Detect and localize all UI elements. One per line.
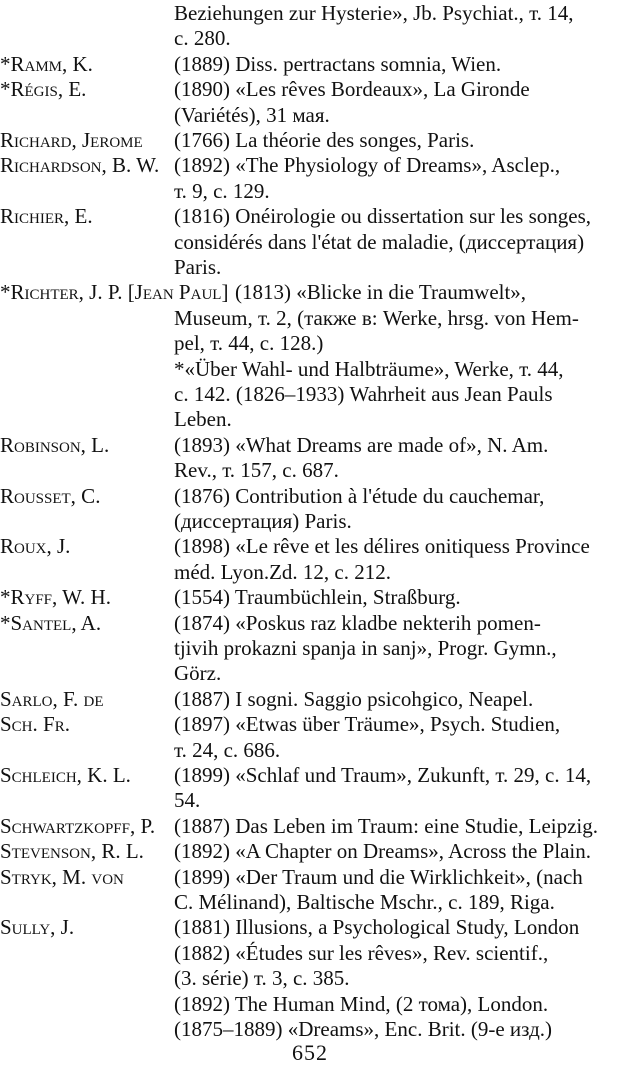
bibliography-line bbox=[0, 152, 620, 178]
entry-text: Paris. bbox=[174, 255, 222, 279]
entry-text: considérés dans l'état de maladie, (диссертация) bbox=[174, 230, 585, 254]
bibliography-line bbox=[0, 635, 620, 661]
entry-text: (1897) «Etwas über Träume», Psych. Studien, bbox=[174, 712, 561, 736]
bibliography-line bbox=[0, 737, 620, 763]
entry-text: pel, т. 44, с. 128.) bbox=[174, 331, 324, 355]
bibliography-line bbox=[0, 762, 620, 788]
bibliography-line bbox=[0, 0, 620, 26]
entry-text: (1882) «Études sur les rêves», Rev. scientif., bbox=[174, 941, 549, 965]
bibliography-line bbox=[0, 711, 620, 737]
entry-text: 54. bbox=[174, 788, 201, 812]
bibliography-line bbox=[0, 432, 620, 458]
bibliography-line bbox=[0, 1016, 620, 1042]
entry-text: (1893) «What Dreams are made of», N. Am. bbox=[174, 433, 549, 457]
entry-author: Richard, Jerome bbox=[0, 128, 143, 152]
entry-text: tjivih prokazni spanja in sanj», Progr. Gymn., bbox=[174, 636, 557, 660]
entry-author: Richier, E. bbox=[0, 204, 93, 228]
entry-text: (1875–1889) «Dreams», Enc. Brit. (9-е изд.) bbox=[174, 1017, 552, 1041]
entry-text: (1554) Traumbüchlein, Straßburg. bbox=[174, 585, 461, 609]
bibliography-line bbox=[0, 864, 620, 890]
entry-author: Sch. Fr. bbox=[0, 712, 70, 736]
entry-text: C. Mélinand), Baltische Mschr., с. 189, Riga. bbox=[174, 890, 555, 914]
entry-author: *Ryff, W. H. bbox=[0, 585, 111, 609]
bibliography-line bbox=[0, 787, 620, 813]
bibliography-line bbox=[0, 76, 620, 102]
entry-text: (1876) Contribution à l'étude du cauchemar, bbox=[174, 484, 545, 508]
bibliography-line bbox=[0, 406, 620, 432]
entry-text: (1813) «Blicke in die Traumwelt», bbox=[235, 280, 527, 304]
bibliography-line bbox=[0, 25, 620, 51]
bibliography-line bbox=[0, 254, 620, 280]
entry-author: Robinson, L. bbox=[0, 433, 110, 457]
entry-author: Schwartzkopff, P. bbox=[0, 814, 156, 838]
bibliography-line bbox=[0, 508, 620, 534]
bibliography-line bbox=[0, 305, 620, 331]
entry-text: т. 24, с. 686. bbox=[174, 738, 281, 762]
bibliography-line bbox=[0, 838, 620, 864]
bibliography-line bbox=[0, 660, 620, 686]
entry-text: (1892) «A Chapter on Dreams», Across the Plain. bbox=[174, 839, 592, 863]
bibliography-line bbox=[0, 229, 620, 255]
bibliography-line bbox=[0, 203, 620, 229]
entry-author: Roux, J. bbox=[0, 534, 71, 558]
entry-text: Beziehungen zur Hysterie», Jb. Psychiat., т. 14, bbox=[174, 1, 574, 25]
bibliography-line bbox=[0, 686, 620, 712]
entry-author: *Santel, A. bbox=[0, 611, 102, 635]
entry-author: Stryk, M. von bbox=[0, 865, 124, 889]
bibliography-line bbox=[0, 457, 620, 483]
entry-text: Museum, т. 2, (также в: Werke, hrsg. von Hem- bbox=[174, 306, 579, 330]
bibliography-line bbox=[0, 889, 620, 915]
entry-text: (1887) Das Leben im Traum: eine Studie, Leipzig. bbox=[174, 814, 599, 838]
bibliography-line bbox=[0, 279, 620, 305]
entry-author: Schleich, K. L. bbox=[0, 763, 131, 787]
page-number: 652 bbox=[292, 1040, 328, 1065]
entry-text: *«Über Wahl- und Halbträume», Werke, т. 44, bbox=[174, 357, 564, 381]
entry-author: Richardson, B. W. bbox=[0, 153, 160, 177]
entry-author: Rousset, C. bbox=[0, 484, 101, 508]
entry-author: *Richter, J. P. [Jean Paul] bbox=[0, 280, 229, 304]
entry-text: (1889) Diss. pertractans somnia, Wien. bbox=[174, 52, 502, 76]
entry-text: с. 142. (1826–1933) Wahrheit aus Jean Pauls bbox=[174, 382, 553, 406]
bibliography-line bbox=[0, 356, 620, 382]
entry-text: (3. série) т. 3, с. 385. bbox=[174, 966, 350, 990]
entry-text: (1899) «Schlaf und Traum», Zukunft, т. 29, с. 14, bbox=[174, 763, 592, 787]
bibliography-line bbox=[0, 584, 620, 610]
entry-author: Sully, J. bbox=[0, 915, 75, 939]
entry-text: Leben. bbox=[174, 407, 232, 431]
entry-text: Görz. bbox=[174, 661, 222, 685]
entry-text: (1874) «Poskus raz kladbe nekterih pomen- bbox=[174, 611, 541, 635]
entry-text: (1766) La théorie des songes, Paris. bbox=[174, 128, 475, 152]
bibliography-line bbox=[0, 102, 620, 128]
entry-text: (1892) The Human Mind, (2 тома), London. bbox=[174, 992, 549, 1016]
bibliography-line bbox=[0, 813, 620, 839]
bibliography-line bbox=[0, 381, 620, 407]
bibliography-line bbox=[0, 914, 620, 940]
bibliography-line bbox=[0, 51, 620, 77]
entry-text: (1887) I sogni. Saggio psicohgico, Neapel. bbox=[174, 687, 534, 711]
bibliography-line bbox=[0, 178, 620, 204]
bibliography-line bbox=[0, 559, 620, 585]
bibliography-line bbox=[0, 965, 620, 991]
bibliography-line bbox=[0, 127, 620, 153]
bibliography-line bbox=[0, 330, 620, 356]
entry-text: с. 280. bbox=[174, 26, 231, 50]
bibliography-line bbox=[0, 991, 620, 1017]
entry-text: Rev., т. 157, с. 687. bbox=[174, 458, 339, 482]
entry-author: *Régis, E. bbox=[0, 77, 87, 101]
entry-text: (диссертация) Paris. bbox=[174, 509, 352, 533]
bibliography-line bbox=[0, 533, 620, 559]
bibliography-line bbox=[0, 940, 620, 966]
entry-text: (1816) Onéirologie ou dissertation sur les songes, bbox=[174, 204, 592, 228]
bibliography-line bbox=[0, 610, 620, 636]
entry-author: Sarlo, F. de bbox=[0, 687, 104, 711]
bibliography-line bbox=[0, 483, 620, 509]
entry-text: т. 9, с. 129. bbox=[174, 179, 270, 203]
entry-text: méd. Lyon.Zd. 12, с. 212. bbox=[174, 560, 391, 584]
entry-text: (1881) Illusions, a Psychological Study, London bbox=[174, 915, 580, 939]
entry-text: (1898) «Le rêve et les délires onitiquess Province bbox=[174, 534, 590, 558]
entry-text: (Variétés), 31 мая. bbox=[174, 103, 330, 127]
entry-text: (1890) «Les rêves Bordeaux», La Gironde bbox=[174, 77, 530, 101]
entry-author: *Ramm, K. bbox=[0, 52, 93, 76]
entry-author: Stevenson, R. L. bbox=[0, 839, 144, 863]
entry-text: (1892) «The Physiology of Dreams», Asclep., bbox=[174, 153, 561, 177]
entry-text: (1899) «Der Traum und die Wirklichkeit», (nach bbox=[174, 865, 583, 889]
